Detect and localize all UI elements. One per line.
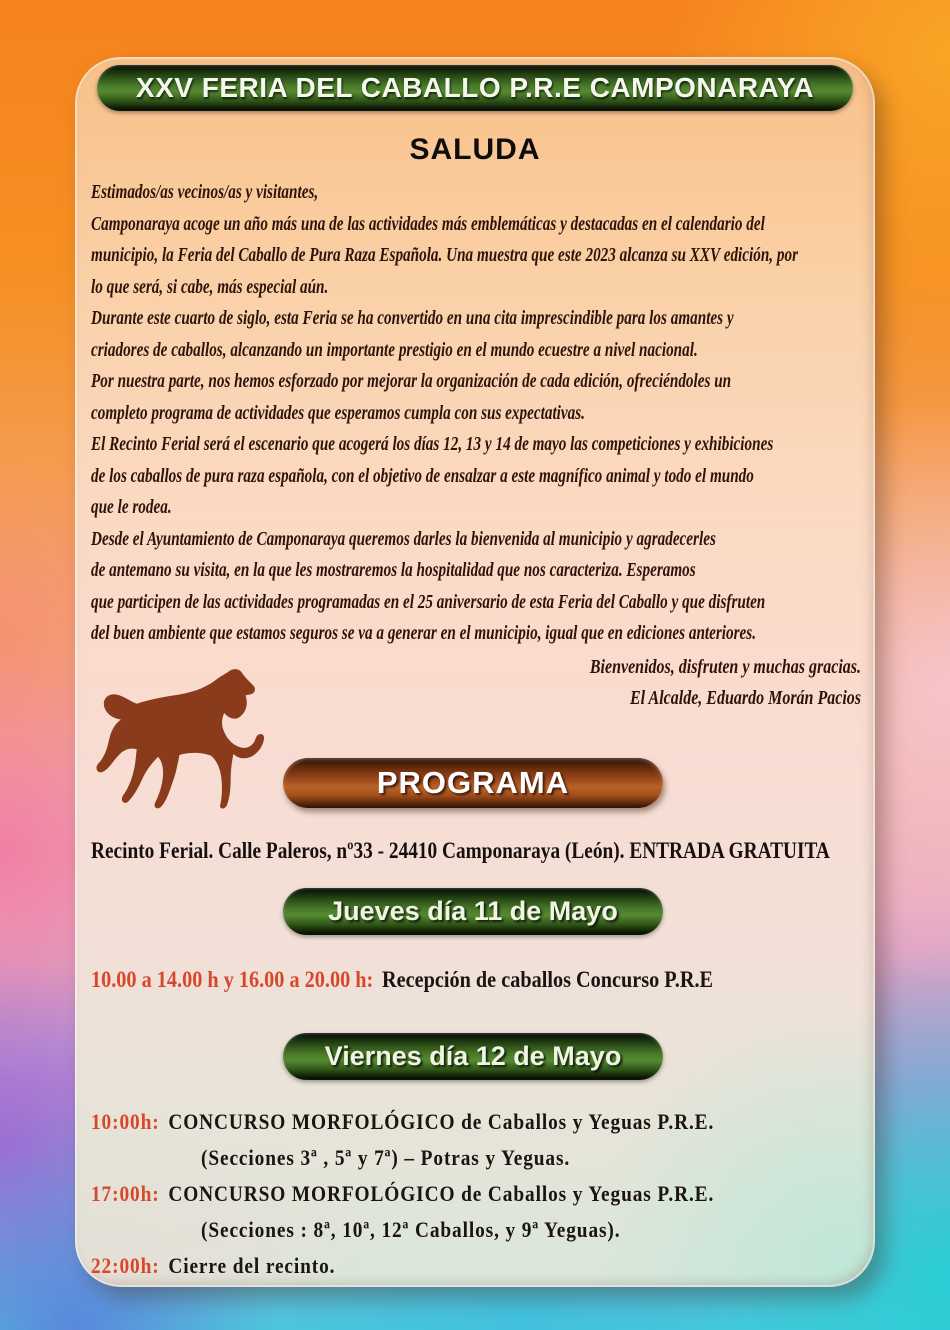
greeting-line: del buen ambiente que estamos seguros se va a generar en el municipio, igual que en ediciones anteriores. bbox=[91, 622, 756, 644]
greeting-line: Estimados/as vecinos/as y visitantes, bbox=[91, 181, 319, 203]
signature-line: Bienvenidos, disfruten y muchas gracias. bbox=[589, 655, 861, 678]
saluda-heading: SALUDA bbox=[409, 133, 541, 166]
event-time: 22:00h: bbox=[91, 1252, 160, 1278]
venue-line: Recinto Ferial. Calle Paleros, nº33 - 24410 Camponaraya (León). ENTRADA GRATUITA bbox=[91, 837, 830, 863]
greeting-line: de antemano su visita, en la que les mostraremos la hospitalidad que nos caracteriza. Esperamos bbox=[91, 559, 696, 581]
programa-button bbox=[283, 758, 663, 808]
greeting-text bbox=[91, 177, 861, 650]
poster-card bbox=[75, 57, 875, 1287]
event-line bbox=[91, 965, 781, 995]
horse-icon bbox=[93, 665, 279, 815]
title-banner bbox=[97, 65, 853, 111]
event-text: Recepción de caballos Concurso P.R.E bbox=[382, 966, 714, 992]
event-time: 10.00 a 14.00 h y 16.00 a 20.00 h: bbox=[91, 966, 374, 992]
greeting-line: que le rodea. bbox=[91, 496, 172, 518]
event-line bbox=[91, 1104, 781, 1140]
greeting-line: Desde el Ayuntamiento de Camponaraya queremos darles la bienvenida al municipio y agradecerles bbox=[91, 527, 716, 550]
greeting-line: completo programa de actividades que esperamos cumpla con sus expectativas. bbox=[91, 401, 585, 424]
event-time: 10:00h: bbox=[91, 1108, 160, 1134]
event-text: CONCURSO MORFOLÓGICO de Caballos y Yeguas P.R.E. bbox=[168, 1180, 715, 1206]
signature-line: El Alcalde, Eduardo Morán Pacios bbox=[630, 686, 861, 709]
event-time: 17:00h: bbox=[91, 1180, 160, 1206]
greeting-line: Por nuestra parte, nos hemos esforzado por mejorar la organización de cada edición, ofreciéndoles un bbox=[91, 370, 732, 392]
greeting-line: El Recinto Ferial será el escenario que acogerá los días 12, 13 y 14 de mayo las competiciones y exhibiciones bbox=[91, 433, 774, 455]
poster-title: XXV FERIA DEL CABALLO P.R.E CAMPONARAYA bbox=[135, 72, 815, 103]
event-text: Cierre del recinto. bbox=[168, 1252, 336, 1278]
event-detail: (Secciones 3ª , 5ª y 7ª) – Potras y Yeguas. bbox=[201, 1144, 571, 1170]
greeting-line: Camponaraya acoge un año más una de las actividades más emblemáticas y destacadas en el calendario del bbox=[91, 212, 765, 235]
day-banner-label: Viernes día 12 de Mayo bbox=[324, 1040, 622, 1071]
event-detail: (Secciones : 8ª, 10ª, 12ª Caballos, y 9ª Yeguas). bbox=[201, 1216, 621, 1242]
event-line bbox=[91, 1176, 781, 1212]
friday-schedule bbox=[75, 1104, 875, 1284]
greeting-line: municipio, la Feria del Caballo de Pura Raza Española. Una muestra que este 2023 alcanza su XXV edición, por bbox=[91, 244, 799, 266]
day-banner-friday bbox=[283, 1033, 663, 1080]
greeting-line: Durante este cuarto de siglo, esta Feria se ha convertido en una cita imprescindible para los amantes y bbox=[91, 307, 734, 329]
greeting-line: que participen de las actividades programadas en el 25 aniversario de esta Feria del Caballo y que disfruten bbox=[91, 590, 766, 613]
event-text: CONCURSO MORFOLÓGICO de Caballos y Yeguas P.R.E. bbox=[168, 1108, 715, 1134]
greeting-line: de los caballos de pura raza española, con el objetivo de ensalzar a este magnífico animal y todo el mundo bbox=[91, 464, 754, 487]
greeting-line: lo que será, si cabe, más especial aún. bbox=[91, 275, 329, 298]
day-banner-thursday bbox=[283, 888, 663, 935]
event-line bbox=[91, 1248, 781, 1284]
greeting-line: criadores de caballos, alcanzando un importante prestigio en el mundo ecuestre a nivel nacional. bbox=[91, 338, 698, 361]
day-banner-label: Jueves día 11 de Mayo bbox=[328, 895, 618, 926]
programa-label: PROGRAMA bbox=[376, 764, 570, 800]
